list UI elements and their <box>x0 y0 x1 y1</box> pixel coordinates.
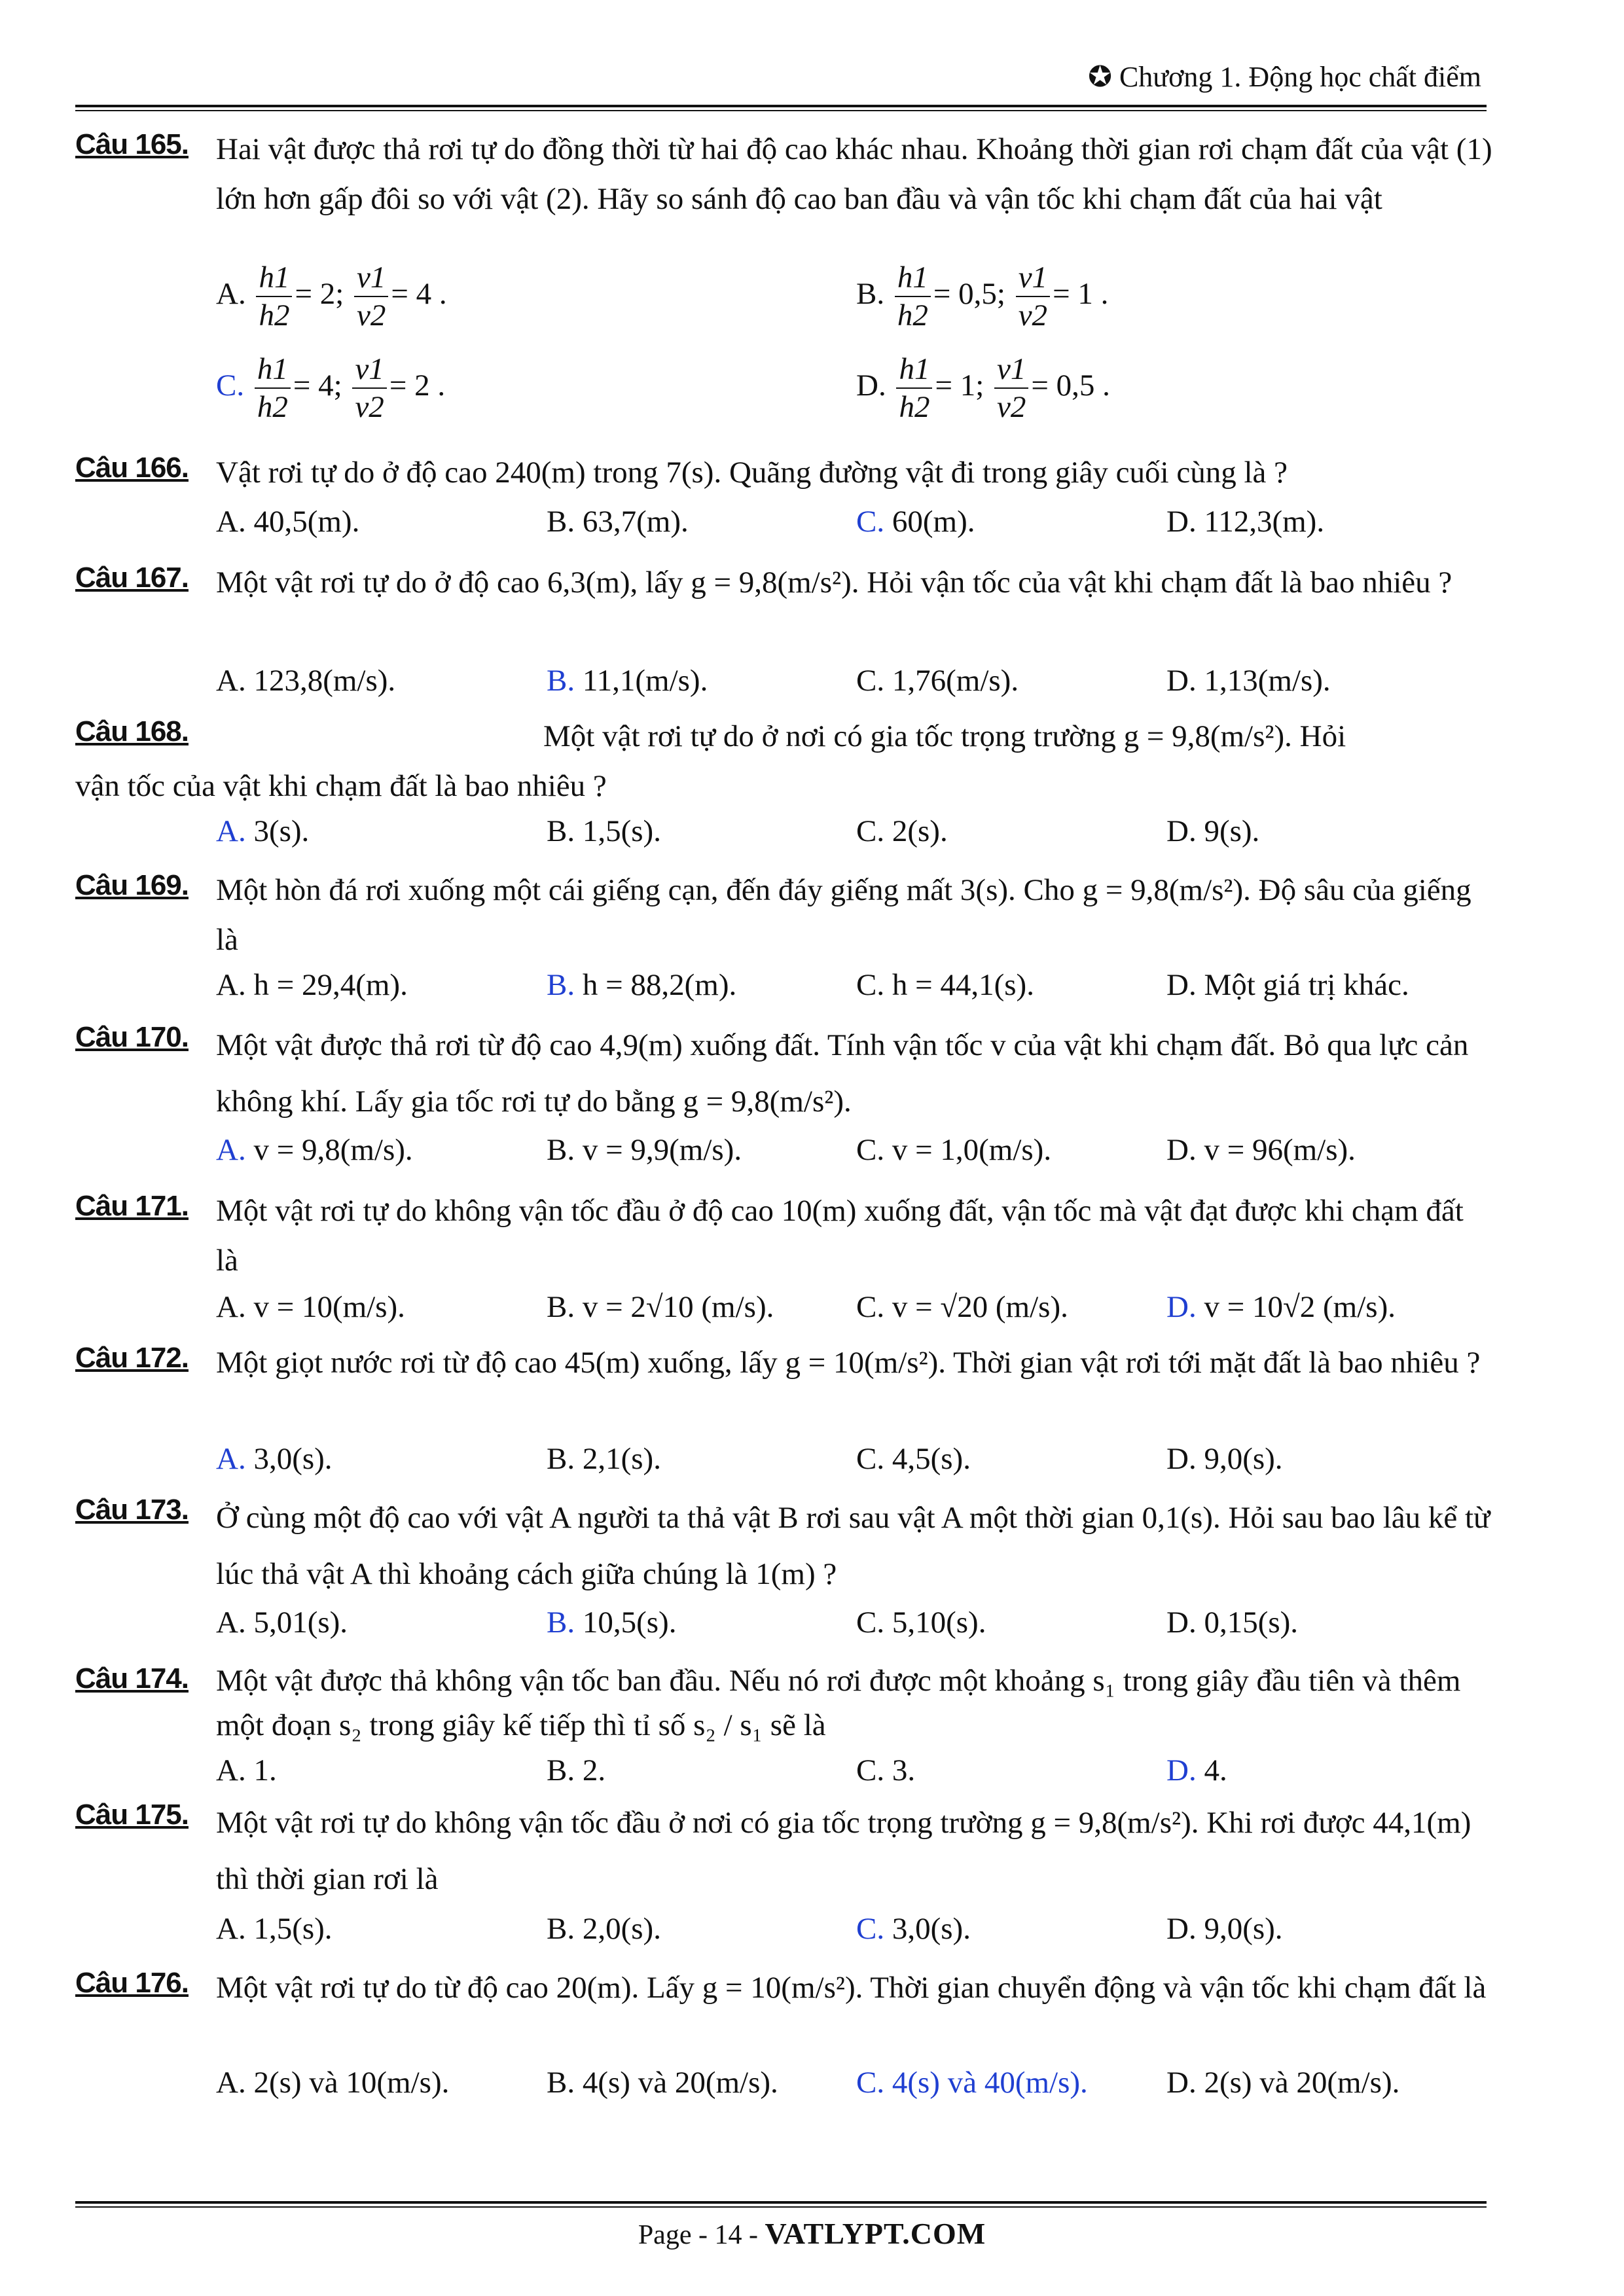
options <box>216 1605 1492 1651</box>
options <box>216 1753 1492 1799</box>
chapter-header: ✪ Chương 1. Động học chất điểm <box>1088 61 1481 93</box>
option-d: D. 9(s). <box>1166 814 1260 848</box>
option-c: C. 3. <box>856 1753 916 1787</box>
fraction-h: $\frac{h1}{h2}$ <box>255 351 291 425</box>
option-c: C. v = 1,0(m/s). <box>856 1133 1052 1167</box>
footer-rule-thin <box>75 2206 1487 2208</box>
question-text: Một vật rơi tự do ở nơi có gia tốc trọng trường g = 9,8(m/s²). Hỏi vận tốc của vật khi chạm đất là bao nhiêu ? <box>75 719 1346 803</box>
option-b: B. $\frac{h1}{h2}$ = 0,5; $\frac{v1}{v2}$ = 1 . <box>856 260 1109 332</box>
question-166 <box>75 452 1483 550</box>
option-a: A. 5,01(s). <box>216 1605 348 1640</box>
footer-rule <box>75 2201 1487 2204</box>
question-165 <box>75 128 1492 456</box>
options <box>216 2065 1492 2111</box>
option-b: B. 2. <box>547 1753 606 1787</box>
fraction-v: $\frac{v1}{v2}$ <box>354 259 388 334</box>
options <box>216 504 1492 550</box>
page-number: Page - 14 - <box>638 2220 758 2250</box>
question-label: Câu 168. <box>75 715 189 747</box>
fraction-v: $\frac{v1}{v2}$ <box>994 351 1028 425</box>
option-a: A. 3(s). <box>216 814 310 848</box>
option-d: D. Một giá trị khác. <box>1166 968 1409 1002</box>
option-d: D. 9,0(s). <box>1166 1912 1283 1946</box>
option-b: B. 63,7(m). <box>547 505 689 539</box>
options <box>216 1441 1492 1487</box>
site-name: VATLYPT.COM <box>765 2217 986 2250</box>
question-172 <box>75 1342 1483 1492</box>
option-c: C. 4,5(s). <box>856 1442 971 1476</box>
question-label: Câu 175. <box>75 1799 189 1831</box>
question-168 <box>75 715 1483 859</box>
question-170 <box>75 1021 1483 1178</box>
question-label: Câu 176. <box>75 1967 189 1999</box>
option-c: C. 4(s) và 40(m/s). <box>856 2066 1088 2100</box>
option-c: C. $\frac{h1}{h2}$ = 4; $\frac{v1}{v2}$ = 2 . <box>216 352 446 424</box>
question-label: Câu 166. <box>75 452 189 484</box>
question-text: Hai vật được thả rơi tự do đồng thời từ hai độ cao khác nhau. Khoảng thời gian rơi chạm đất của vật (1) lớn hơn gấp đôi so với vật (2). Hãy so sánh độ cao ban đầu và vận tốc khi chạm đất của hai vật <box>216 132 1492 216</box>
option-b: B. v = 2√10 (m/s). <box>547 1290 774 1324</box>
question-text: Ở cùng một độ cao với vật A người ta thả vật B rơi sau vật A một thời gian 0,1(s). Hỏi sau bao lâu kể từ lúc thả vật A thì khoảng cách giữa chúng là 1(m) ? <box>216 1501 1490 1591</box>
question-171 <box>75 1190 1483 1340</box>
page-footer <box>0 2216 1624 2251</box>
option-a: A. 2(s) và 10(m/s). <box>216 2066 450 2100</box>
question-169 <box>75 869 1483 1013</box>
option-b: B. 2,0(s). <box>547 1912 661 1946</box>
fraction-h: $\frac{h1}{h2}$ <box>256 259 292 334</box>
option-a: A. 123,8(m/s). <box>216 664 396 698</box>
option-c: C. h = 44,1(s). <box>856 968 1034 1002</box>
option-b: B. 10,5(s). <box>547 1605 677 1640</box>
option-a: A. 3,0(s). <box>216 1442 333 1476</box>
option-d: D. 9,0(s). <box>1166 1442 1283 1476</box>
options <box>216 814 1492 859</box>
question-text: Một vật rơi tự do không vận tốc đầu ở độ cao 10(m) xuống đất, vận tốc mà vật đạt được khi chạm đất là <box>216 1194 1464 1278</box>
question-176 <box>75 1967 1487 2117</box>
option-d: D. 2(s) và 20(m/s). <box>1166 2066 1400 2100</box>
fraction-v: $\frac{v1}{v2}$ <box>1016 259 1050 334</box>
fraction-h: $\frac{h1}{h2}$ <box>896 351 932 425</box>
question-text: Một vật rơi tự do từ độ cao 20(m). Lấy g = 10(m/s²). Thời gian chuyển động và vận tốc khi chạm đất là <box>216 1971 1487 2005</box>
option-d: D. 1,13(m/s). <box>1166 664 1331 698</box>
option-d: D. 112,3(m). <box>1166 505 1325 539</box>
option-b: B. v = 9,9(m/s). <box>547 1133 742 1167</box>
option-b: B. 1,5(s). <box>547 814 661 848</box>
question-label: Câu 165. <box>75 128 189 160</box>
fraction-v: $\frac{v1}{v2}$ <box>352 351 386 425</box>
question-label: Câu 174. <box>75 1662 189 1695</box>
option-c: C. 3,0(s). <box>856 1912 971 1946</box>
options <box>216 1289 1492 1335</box>
option-a: A. 40,5(m). <box>216 505 360 539</box>
option-d: D. $\frac{h1}{h2}$ = 1; $\frac{v1}{v2}$ = 0,5 . <box>856 352 1110 424</box>
question-text: Một hòn đá rơi xuống một cái giếng cạn, đến đáy giếng mất 3(s). Cho g = 9,8(m/s²). Độ sâu của giếng là <box>216 873 1471 957</box>
option-b: B. 11,1(m/s). <box>547 664 708 698</box>
question-label: Câu 167. <box>75 562 189 594</box>
option-a: A. h = 29,4(m). <box>216 968 408 1002</box>
options <box>216 663 1492 709</box>
option-c: C. 2(s). <box>856 814 948 848</box>
options <box>216 1132 1492 1178</box>
question-167 <box>75 562 1483 706</box>
question-173 <box>75 1494 1490 1657</box>
question-text: Một giọt nước rơi từ độ cao 45(m) xuống, lấy g = 10(m/s²). Thời gian vật rơi tới mặt đất là bao nhiêu ? <box>216 1346 1481 1380</box>
options <box>216 967 1492 1013</box>
option-b: B. 4(s) và 20(m/s). <box>547 2066 778 2100</box>
option-a: A. $\frac{h1}{h2}$ = 2; $\frac{v1}{v2}$ = 4 . <box>216 260 447 332</box>
question-174 <box>75 1662 1483 1806</box>
question-label: Câu 169. <box>75 869 189 901</box>
question-text: Một vật rơi tự do ở độ cao 6,3(m), lấy g = 9,8(m/s²). Hỏi vận tốc của vật khi chạm đất là bao nhiêu ? <box>216 565 1453 600</box>
header-rule-thin <box>75 110 1487 111</box>
option-a: A. 1. <box>216 1753 277 1787</box>
fraction-h: $\frac{h1}{h2}$ <box>895 259 931 334</box>
question-text: Một vật rơi tự do không vận tốc đầu ở nơi có gia tốc trọng trường g = 9,8(m/s²). Khi rơi được 44,1(m) thì thời gian rơi là <box>216 1806 1471 1896</box>
header-rule <box>75 105 1487 107</box>
option-a: A. 1,5(s). <box>216 1912 333 1946</box>
option-b: B. h = 88,2(m). <box>547 968 737 1002</box>
options <box>216 1911 1492 1957</box>
question-text: Một vật được thả không vận tốc ban đầu. Nếu nó rơi được một khoảng s₁ trong giây đầu tiên và thêm một đoạn s₂ trong giây kế tiếp thì tỉ số s₂ / s₁ sẽ là <box>216 1664 1461 1742</box>
question-175 <box>75 1799 1483 1962</box>
option-c: C. 1,76(m/s). <box>856 664 1019 698</box>
question-label: Câu 170. <box>75 1021 189 1053</box>
option-c: C. 60(m). <box>856 505 975 539</box>
question-label: Câu 171. <box>75 1190 189 1222</box>
option-d: D. 0,15(s). <box>1166 1605 1299 1640</box>
option-c: C. 5,10(s). <box>856 1605 986 1640</box>
option-c: C. v = √20 (m/s). <box>856 1290 1068 1324</box>
option-b: B. 2,1(s). <box>547 1442 661 1476</box>
question-label: Câu 172. <box>75 1342 189 1374</box>
option-d: D. v = 96(m/s). <box>1166 1133 1356 1167</box>
option-a: A. v = 10(m/s). <box>216 1290 405 1324</box>
option-a: A. v = 9,8(m/s). <box>216 1133 413 1167</box>
question-text: Vật rơi tự do ở độ cao 240(m) trong 7(s). Quãng đường vật đi trong giây cuối cùng là ? <box>216 456 1288 490</box>
question-text: Một vật được thả rơi từ độ cao 4,9(m) xuống đất. Tính vận tốc v của vật khi chạm đất. Bỏ qua lực cản không khí. Lấy gia tốc rơi tự do bằng g = 9,8(m/s²). <box>216 1028 1469 1119</box>
options-row-2 <box>216 351 1492 429</box>
question-label: Câu 173. <box>75 1494 189 1526</box>
option-d: D. 4. <box>1166 1753 1227 1787</box>
option-d: D. v = 10√2 (m/s). <box>1166 1290 1396 1324</box>
options-row-1 <box>216 259 1492 338</box>
